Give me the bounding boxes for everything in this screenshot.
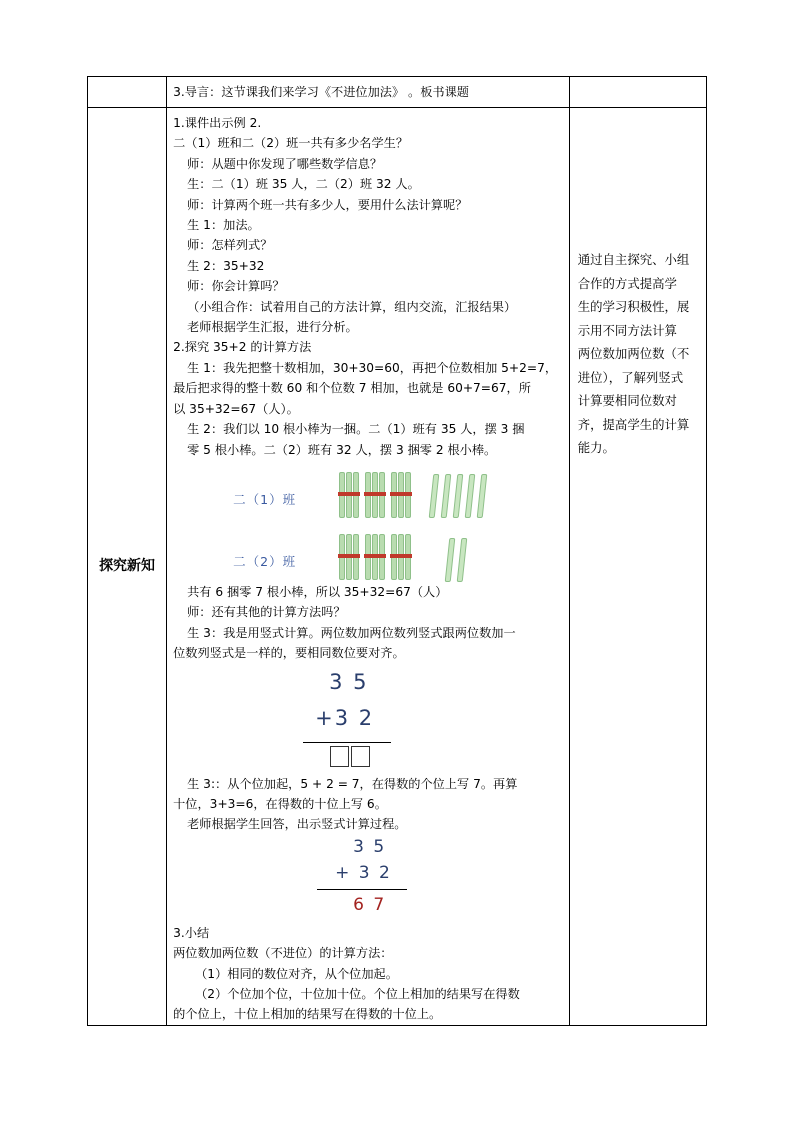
content-line: 零 5 根小棒。二（2）班有 32 人，摆 3 捆零 2 根小棒。 [187, 442, 497, 457]
stick-bundle [391, 534, 411, 580]
intro-text: 3.导言：这节课我们来学习《不进位加法》 。板书课题 [173, 85, 469, 99]
section-label-cell [88, 108, 167, 1026]
content-line: （2）个位加个位，十位加十位。个位上相加的结果写在得数 [195, 986, 520, 1001]
content-line: 2.探究 35+2 的计算方法 [173, 340, 312, 355]
header-row [88, 77, 707, 108]
stick-bundle [339, 534, 359, 580]
header-empty-cell-right [569, 77, 706, 108]
content-line: 1.课件出示例 2. [173, 116, 262, 130]
content-line: 最后把求得的整十数 60 和个位数 7 相加，也就是 60+7=67，所 [173, 381, 531, 396]
sum-line [303, 742, 391, 743]
section-label: 探究新知 [99, 558, 156, 574]
sticks-illustration [167, 460, 569, 582]
content-cell [167, 108, 570, 1026]
single-stick [465, 474, 476, 518]
vertical-calculation-worked [167, 835, 569, 923]
stick-bundle [391, 472, 411, 518]
class2-label: 二（2）班 [233, 553, 297, 569]
explore-row [88, 108, 707, 1026]
single-stick [477, 474, 488, 518]
notes-line: 齐，提高学生的计算 [577, 416, 690, 432]
addend-top: 3 5 [329, 669, 369, 694]
notes-line: 进位），了解列竖式 [577, 369, 684, 385]
notes-line: 通过自主探究、小组 [577, 252, 690, 267]
stick-bundle [339, 472, 359, 518]
addend-top: 3 5 [353, 836, 387, 857]
content-line: 生 2：我们以 10 根小棒为一捆。二（1）班有 35 人，摆 3 捆 [187, 422, 525, 437]
content-line: 生 3：我是用竖式计算。两位数加两位数列竖式跟两位数加一 [187, 625, 516, 640]
content-line: 师：还有其他的计算方法吗？ [187, 605, 346, 620]
content-line: 十位，3+3=6，在得数的十位上写 6。 [173, 796, 387, 811]
content-line: 3.小结 [173, 925, 210, 940]
header-content-cell [167, 77, 570, 108]
answer-boxes [330, 746, 370, 767]
content-line: 生 1：加法。 [187, 218, 260, 233]
notes-line: 两位数加两位数（不 [577, 346, 690, 361]
content-line: 以 35+32=67（人）。 [173, 401, 299, 416]
design-notes [570, 108, 706, 460]
notes-line: 计算要相同位数对 [577, 393, 677, 408]
single-stick [445, 538, 456, 582]
addend-bottom: + 3 2 [335, 862, 392, 883]
content-line: （小组合作：试着用自己的方法计算，组内交流，汇报结果） [187, 299, 517, 314]
sum-line [317, 889, 407, 890]
content-line: 老师根据学生汇报，进行分析。 [187, 320, 358, 335]
notes-line: 能力。 [577, 440, 615, 455]
content-line: 两位数加两位数（不进位）的计算方法： [173, 946, 393, 961]
content-body [167, 108, 569, 1025]
content-line: 的个位上，十位上相加的结果写在得数的十位上。 [173, 1007, 442, 1022]
notes-cell [569, 108, 706, 1026]
vertical-calculation-blank [167, 664, 569, 774]
stick-bundle [365, 472, 385, 518]
content-line: 二（1）班和二（2）班一共有多少名学生？ [173, 136, 409, 151]
single-stick [441, 474, 452, 518]
content-line: （1）相同的数位对齐，从个位加起。 [195, 966, 398, 981]
content-line: 位数列竖式是一样的，要相同数位要对齐。 [173, 646, 405, 661]
notes-line: 合作的方式提高学 [577, 275, 677, 291]
single-stick [457, 538, 468, 582]
content-line: 师：你会计算吗？ [187, 279, 285, 294]
content-line: 师：计算两个班一共有多少人，要用什么法计算呢？ [187, 197, 468, 212]
class1-label: 二（1）班 [233, 491, 297, 507]
content-line: 师：从题中你发现了哪些数学信息？ [187, 156, 383, 171]
content-line: 生：二（1）班 35 人，二（2）班 32 人。 [187, 177, 420, 192]
single-stick [453, 474, 464, 518]
sum-result: 6 7 [353, 894, 387, 915]
lesson-plan-table [87, 76, 707, 1026]
content-line: 生 3:：从个位加起，5 + 2 = 7，在得数的个位上写 7。再算 [187, 776, 518, 791]
content-line: 师：怎样列式？ [187, 238, 273, 253]
content-line: 生 1：我先把整十数相加，30+30=60，再把个位数相加 5+2=7， [187, 360, 558, 375]
addend-bottom: +3 2 [315, 705, 375, 730]
single-stick [429, 474, 440, 518]
content-line: 生 2：35+32 [187, 258, 265, 273]
notes-line: 生的学习积极性，展 [577, 299, 690, 314]
notes-line: 示用不同方法计算 [577, 322, 677, 338]
content-line: 共有 6 捆零 7 根小棒，所以 35+32=67（人） [187, 584, 448, 599]
stick-bundle [365, 534, 385, 580]
header-empty-cell-left [88, 77, 167, 108]
content-line: 老师根据学生回答，出示竖式计算过程。 [187, 817, 407, 832]
